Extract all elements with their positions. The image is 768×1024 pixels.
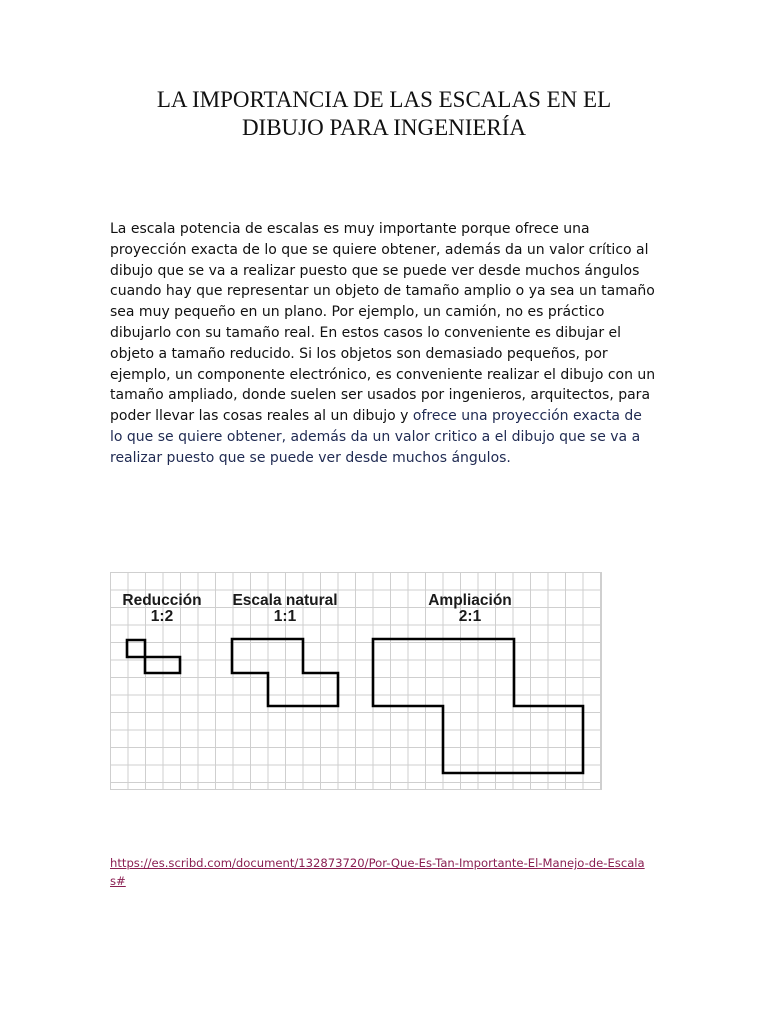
reduction-shape (127, 640, 180, 673)
natural-scale-ratio: 1:1 (273, 608, 297, 625)
title-line-1: LA IMPORTANCIA DE LAS ESCALAS EN EL (156, 87, 612, 112)
paragraph-part-2: ofrece una proyección exacta de lo que se quiere obtener, además da un valor critico a el dibujo que se va a realizar puesto que se puede ver desde muchos ángulos. (110, 408, 642, 466)
scales-figure (110, 572, 602, 790)
scales-grid-svg (110, 572, 602, 790)
paragraph-part-1: La escala potencia de escalas es muy importante porque ofrece una proyección exacta de lo que se quiere obtener, además da un valor crítico al dibujo que se va a realizar puesto que se puede ver desde muchos ángulos cuando hay que representar un objeto de tamaño amplio o ya sea un tamaño sea muy pequeño en un plano. Por ejemplo, un camión, no es práctico dibujarlo con su tamaño real. En estos casos lo conveniente es dibujar el objeto a tamaño reducido. Si los objetos son demasiado pequeños, por ejemplo, un componente electrónico, es conveniente realizar el dibujo con un tamaño ampliado, donde suelen ser usados por ingenieros, arquitectos, para poder llevar las cosas reales al un dibujo y (110, 221, 656, 425)
enlargement-label: Ampliación (428, 592, 512, 609)
source-link[interactable]: https://es.scribd.com/document/132873720/Por-Que-Es-Tan-Importante-El-Manejo-de-Escalas# (110, 856, 645, 888)
enlargement-ratio: 2:1 (458, 608, 482, 625)
title-line-2: DIBUJO PARA INGENIERÍA (241, 115, 527, 140)
reduction-ratio: 1:2 (150, 608, 174, 625)
natural-scale-label: Escala natural (232, 592, 338, 609)
document-title (100, 86, 668, 142)
body-paragraph (110, 219, 658, 469)
reduction-label: Reducción (122, 592, 202, 609)
